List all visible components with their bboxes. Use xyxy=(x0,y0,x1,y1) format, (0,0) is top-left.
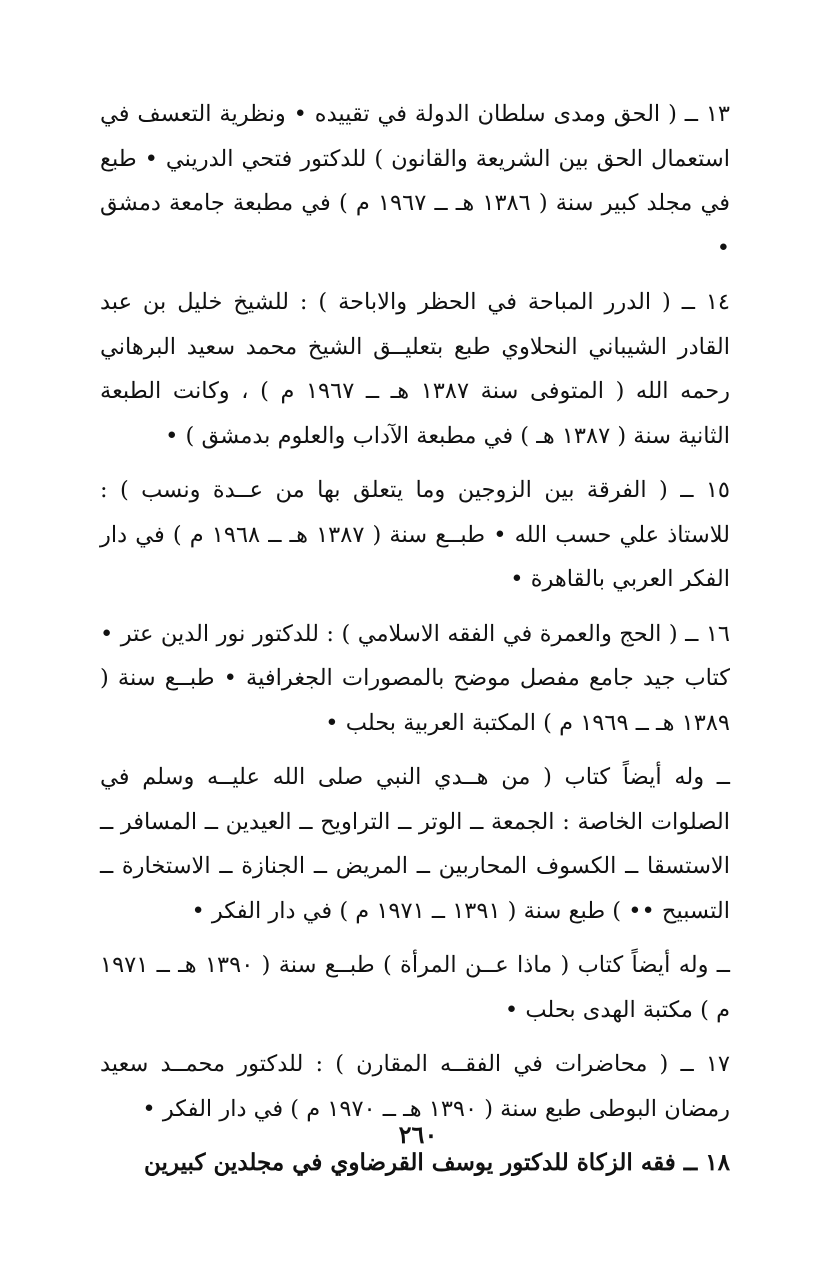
page-number: ٢٦٠ xyxy=(398,1120,438,1149)
entry-14: ١٤ ــ ( الدرر المباحة في الحظر والاباحة ) : للشيخ خليل بن عبد القادر الشيباني النحلاوي طبع بتعليــق الشيخ محمد سعيد البرهاني رحمه الله ( المتوفى سنة ١٣٨٧ هـ ــ ١٩٦٧ م ) ، وكانت الطبعة الثانية سنة ( ١٣٨٧ هـ ) في مطبعة الآداب والعلوم بدمشق ) • xyxy=(100,289,730,449)
text-body xyxy=(100,92,730,1196)
entry-16-addendum-1: ــ وله أيضاً كتاب ( من هــدي النبي صلى الله عليــه وسلم في الصلوات الخاصة : الجمعة ــ الوتر ــ التراويح ــ العيدين ــ المسافر ــ الاستسقا ــ الكسوف المحاربين ــ المريض ــ الجنازة ــ الاستخارة ــ التسبيح •• ) طبع سنة ( ١٣٩١ ــ ١٩٧١ م ) في دار الفكر • xyxy=(100,764,730,924)
entry-15: ١٥ ــ ( الفرقة بين الزوجين وما يتعلق بها من عــدة ونسب ) : للاستاذ علي حسب الله • طبــع سنة ( ١٣٨٧ هـ ــ ١٩٦٨ م ) في دار الفكر العربي بالقاهرة • xyxy=(100,477,730,592)
entry-16-addendum-2: ــ وله أيضاً كتاب ( ماذا عــن المرأة ) طبــع سنة ( ١٣٩٠ هـ ــ ١٩٧١ م ) مكتبة الهدى بحلب • xyxy=(100,952,730,1023)
entry-13: ١٣ ــ ( الحق ومدى سلطان الدولة في تقييده • ونظرية التعسف في استعمال الحق بين الشريعة والقانون ) للدكتور فتحي الدريني • طبع في مجلد كبير سنة ( ١٣٨٦ هـ ــ ١٩٦٧ م ) في مطبعة جامعة دمشق • xyxy=(100,101,730,261)
entry-18: ١٨ ــ فقه الزكاة للدكتور يوسف القرضاوي في مجلدين كبيرين xyxy=(144,1149,730,1176)
entry-17: ١٧ ــ ( محاضرات في الفقــه المقارن ) : للدكتور محمــد سعيد رمضان البوطى طبع سنة ( ١٣٩٠ هـ ــ ١٩٧٠ م ) في دار الفكر • xyxy=(100,1051,730,1122)
entry-16: ١٦ ــ ( الحج والعمرة في الفقه الاسلامي ) : للدكتور نور الدين عتر • كتاب جيد جامع مفصل موضح بالمصورات الجغرافية • طبــع سنة ( ١٣٨٩ هـ ــ ١٩٦٩ م ) المكتبة العربية بحلب • xyxy=(100,620,730,736)
